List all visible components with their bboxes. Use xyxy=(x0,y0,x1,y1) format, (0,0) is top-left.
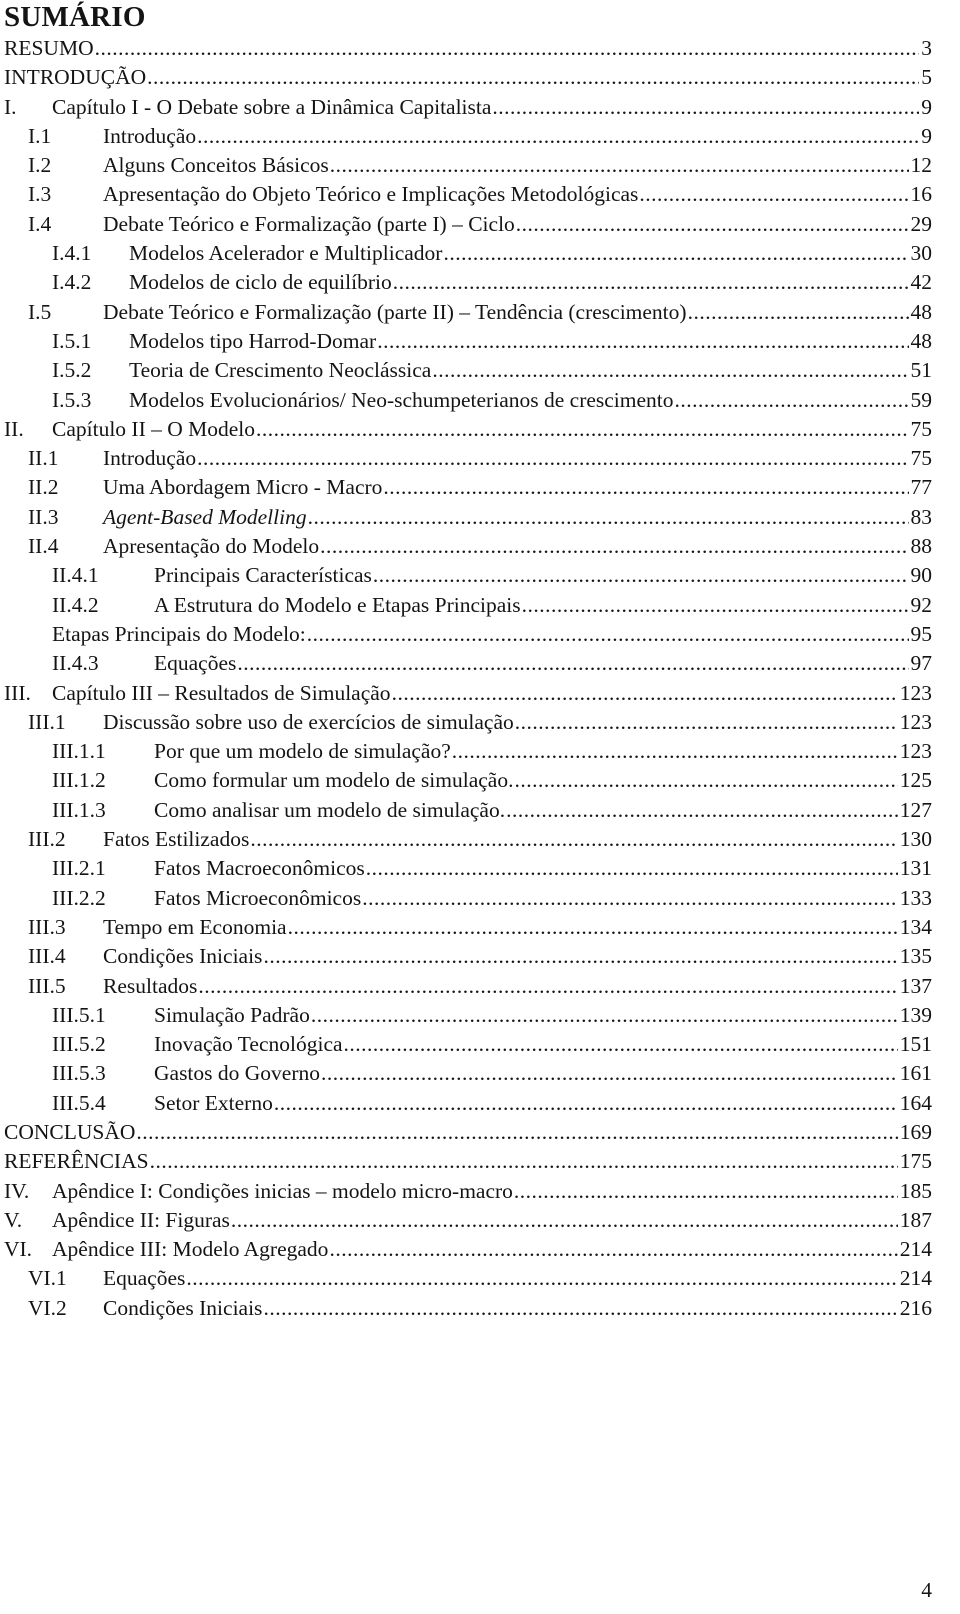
toc-entry-label: Agent-Based Modelling xyxy=(103,504,307,529)
toc-entry-leader xyxy=(675,386,909,415)
toc-entry-leader xyxy=(393,268,909,297)
toc-entry-number: II.4 xyxy=(28,534,59,559)
toc-entry-leader xyxy=(197,444,908,473)
toc-entry-page: 51 xyxy=(910,358,932,383)
toc-entry[interactable] xyxy=(4,415,932,444)
toc-entry-label: Fatos Macroeconômicos xyxy=(154,856,365,881)
toc-entry-page: 92 xyxy=(910,592,932,617)
toc-entry[interactable] xyxy=(4,122,932,151)
toc-entry-leader xyxy=(443,239,908,268)
toc-entry-label: Equações xyxy=(154,651,237,676)
toc-entry-label: Apresentação do Modelo xyxy=(103,534,320,559)
toc-entry-label: Fatos Microeconômicos xyxy=(154,885,362,910)
toc-entry-number: I.3 xyxy=(28,182,52,207)
toc-entry-number: II.4.1 xyxy=(52,563,99,588)
toc-entry-label: Condições Iniciais xyxy=(103,1295,263,1320)
toc-entry-number: III.1.1 xyxy=(52,739,106,764)
toc-entry-page: 135 xyxy=(899,944,932,969)
toc-entry-leader xyxy=(198,972,897,1001)
toc-entry-number: III.1.3 xyxy=(52,797,106,822)
toc-entry-leader xyxy=(250,825,897,854)
toc-entry[interactable] xyxy=(4,591,932,620)
toc-entry-page: 75 xyxy=(910,446,932,471)
toc-entry-page: 131 xyxy=(899,856,932,881)
toc-entry-label: Setor Externo xyxy=(154,1090,273,1115)
toc-entry-number: III.5.3 xyxy=(52,1061,106,1086)
toc-entry[interactable] xyxy=(4,151,932,180)
toc-entry-number: III.2 xyxy=(28,827,66,852)
toc-entry-page: 48 xyxy=(910,299,932,324)
toc-entry[interactable] xyxy=(4,679,932,708)
toc-entry-label: INTRODUÇÃO xyxy=(4,65,147,90)
toc-entry-label: Condições Iniciais xyxy=(103,944,263,969)
toc-entry-leader xyxy=(136,1118,897,1147)
toc-entry-page: 137 xyxy=(899,973,932,998)
toc-entry-number: I. xyxy=(4,94,17,119)
toc-entry-label: Alguns Conceitos Básicos xyxy=(103,153,329,178)
toc-entry-page: 42 xyxy=(910,270,932,295)
toc-entry-label: Apêndice III: Modelo Agregado xyxy=(52,1237,329,1262)
toc-entry[interactable] xyxy=(4,239,932,268)
toc-entry-label: Modelos tipo Harrod-Domar xyxy=(129,328,377,353)
toc-entry-number: I.5.3 xyxy=(52,387,92,412)
toc-entry[interactable] xyxy=(4,180,932,209)
toc-entry-page: 29 xyxy=(910,211,932,236)
toc-entry[interactable] xyxy=(4,356,932,385)
toc-entry-label: Inovação Tecnológica xyxy=(154,1032,343,1057)
toc-entry-page: 134 xyxy=(899,914,932,939)
toc-entry[interactable] xyxy=(4,1294,932,1323)
toc-entry-page: 214 xyxy=(899,1237,932,1262)
toc-entry-leader xyxy=(515,708,898,737)
toc-entry-label: Apêndice I: Condições inicias – modelo micro-macro xyxy=(52,1178,513,1203)
toc-entry-label: Discussão sobre uso de exercícios de simulação xyxy=(103,709,514,734)
toc-entry-leader xyxy=(452,737,898,766)
toc-entry-number: IV. xyxy=(4,1178,30,1203)
toc-entry-label: Introdução xyxy=(103,446,197,471)
toc-entry-number: III.1 xyxy=(28,709,66,734)
toc-entry-number: VI.1 xyxy=(28,1266,67,1291)
toc-entry-label: Debate Teórico e Formalização (parte I) – Ciclo xyxy=(103,211,515,236)
toc-entry-label: Simulação Padrão xyxy=(154,1002,310,1027)
toc-entry-number: I.5.2 xyxy=(52,358,92,383)
toc-entry-label: Modelos Evolucionários/ Neo-schumpeterianos de crescimento xyxy=(129,387,674,412)
toc-entry-label: Gastos do Governo xyxy=(154,1061,321,1086)
toc-entry-leader xyxy=(237,649,908,678)
toc-entry-number: III.2.2 xyxy=(52,885,106,910)
toc-entry-page: 97 xyxy=(910,651,932,676)
toc-entry-label: Capítulo I - O Debate sobre a Dinâmica Capitalista xyxy=(52,94,492,119)
toc-entry-leader xyxy=(330,151,909,180)
toc-entry-page: 75 xyxy=(910,416,932,441)
toc-entry-page: 169 xyxy=(899,1119,932,1144)
toc-entry-leader xyxy=(197,122,919,151)
toc-entry-leader xyxy=(288,913,898,942)
toc-entry-page: 175 xyxy=(899,1149,932,1174)
toc-entry-number: III.5.2 xyxy=(52,1032,106,1057)
toc-entry-page: 77 xyxy=(910,475,932,500)
toc-entry-number: II.4.2 xyxy=(52,592,99,617)
toc-entry[interactable] xyxy=(4,268,932,297)
toc-entry-number: I.4 xyxy=(28,211,52,236)
toc-entry-label: A Estrutura do Modelo e Etapas Principais xyxy=(154,592,521,617)
toc-entry-leader xyxy=(366,854,898,883)
toc-entry-label: Resultados xyxy=(103,973,198,998)
toc-entry-leader xyxy=(308,503,909,532)
toc-entry[interactable] xyxy=(4,796,932,825)
toc-entry-leader xyxy=(263,942,897,971)
toc-entry-leader xyxy=(231,1206,898,1235)
toc-entry-label: Equações xyxy=(103,1266,186,1291)
toc-entry-leader xyxy=(688,298,909,327)
toc-entry-page: 151 xyxy=(899,1032,932,1057)
toc-entry[interactable] xyxy=(4,854,932,883)
toc-entry-page: 123 xyxy=(899,680,932,705)
toc-entry[interactable] xyxy=(4,620,932,649)
toc-entry[interactable] xyxy=(4,1235,932,1264)
toc-entry-number: II.3 xyxy=(28,504,59,529)
toc-entry-leader xyxy=(492,93,919,122)
toc-entry[interactable] xyxy=(4,1089,932,1118)
toc-entry[interactable] xyxy=(4,1264,932,1293)
toc-entry-page: 123 xyxy=(899,709,932,734)
toc-entry-leader xyxy=(320,532,908,561)
toc-entry-number: III.4 xyxy=(28,944,66,969)
toc-entry[interactable] xyxy=(4,63,932,92)
toc-entry[interactable] xyxy=(4,386,932,415)
toc-entry-number: I.1 xyxy=(28,123,52,148)
toc-entry-page: 90 xyxy=(910,563,932,588)
toc-entry-number: VI. xyxy=(4,1237,33,1262)
toc-entry-label: RESUMO xyxy=(4,36,94,60)
toc-entry-leader xyxy=(383,473,908,502)
toc-entry[interactable] xyxy=(4,298,932,327)
toc-entry-leader xyxy=(522,591,909,620)
toc-entry-label: Apêndice II: Figuras xyxy=(52,1207,230,1232)
toc-entry-leader xyxy=(514,1177,898,1206)
toc-entry-leader xyxy=(516,210,909,239)
toc-entry-page: 59 xyxy=(910,387,932,412)
toc-entry-leader xyxy=(344,1030,898,1059)
toc-entry[interactable] xyxy=(4,473,932,502)
toc-entry-leader xyxy=(506,796,898,825)
toc-entry[interactable] xyxy=(4,34,932,63)
toc-entry-page: 83 xyxy=(910,504,932,529)
toc-entry-leader xyxy=(147,63,919,92)
toc-entry-label: REFERÊNCIAS xyxy=(4,1149,149,1174)
toc-entry[interactable] xyxy=(4,503,932,532)
toc-entry-leader xyxy=(373,561,909,590)
toc-entry-page: 3 xyxy=(921,36,932,60)
toc-entry-page: 12 xyxy=(910,153,932,178)
toc-entry-label: Teoria de Crescimento Neoclássica xyxy=(129,358,432,383)
toc-entry-page: 125 xyxy=(899,768,932,793)
toc-entry[interactable] xyxy=(4,884,932,913)
toc-entry-page: 16 xyxy=(910,182,932,207)
toc-entry-page: 133 xyxy=(899,885,932,910)
toc-entry-number: I.5 xyxy=(28,299,52,324)
toc-entry-leader xyxy=(307,620,909,649)
toc-entry-number: III.1.2 xyxy=(52,768,106,793)
toc-entry-page: 187 xyxy=(899,1207,932,1232)
toc-entry[interactable] xyxy=(4,532,932,561)
toc-entry[interactable] xyxy=(4,93,932,122)
toc-entry-page: 127 xyxy=(899,797,932,822)
toc-entry[interactable] xyxy=(4,942,932,971)
toc-entry-number: I.4.1 xyxy=(52,241,92,266)
toc-entry[interactable] xyxy=(4,327,932,356)
toc-entry-number: I.5.1 xyxy=(52,328,92,353)
toc-entry[interactable] xyxy=(4,1001,932,1030)
toc-entry-leader xyxy=(321,1059,898,1088)
toc-entry-label: Principais Características xyxy=(154,563,372,588)
toc-entry[interactable] xyxy=(4,708,932,737)
toc-list xyxy=(4,34,932,1323)
toc-entry-label: Etapas Principais do Modelo: xyxy=(52,621,306,646)
toc-entry-label: Tempo em Economia xyxy=(103,914,287,939)
page-number: 4 xyxy=(921,1578,932,1602)
toc-entry-number: II.2 xyxy=(28,475,59,500)
toc-entry-leader xyxy=(329,1235,897,1264)
toc-entry[interactable] xyxy=(4,1118,932,1147)
toc-title: SUMÁRIO xyxy=(4,1,146,33)
toc-entry-page: 123 xyxy=(899,739,932,764)
toc-entry-leader xyxy=(311,1001,898,1030)
toc-entry-number: III.5.1 xyxy=(52,1002,106,1027)
toc-entry[interactable] xyxy=(4,210,932,239)
toc-entry-label: Modelos de ciclo de equilíbrio xyxy=(129,270,392,295)
toc-entry[interactable] xyxy=(4,1147,932,1176)
toc-entry-leader xyxy=(150,1147,898,1176)
toc-entry-page: 5 xyxy=(921,65,932,90)
toc-entry[interactable] xyxy=(4,1030,932,1059)
toc-entry-page: 214 xyxy=(899,1266,932,1291)
toc-entry-label: Como formular um modelo de simulação. xyxy=(154,768,514,793)
toc-entry-leader xyxy=(95,34,920,63)
toc-entry[interactable] xyxy=(4,825,932,854)
toc-entry[interactable] xyxy=(4,649,932,678)
toc-entry-leader xyxy=(432,356,908,385)
toc-entry[interactable] xyxy=(4,737,932,766)
toc-entry[interactable] xyxy=(4,766,932,795)
toc-entry-leader xyxy=(362,884,898,913)
toc-entry-page: 9 xyxy=(921,123,932,148)
toc-entry-page: 164 xyxy=(899,1090,932,1115)
toc-entry-page: 161 xyxy=(899,1061,932,1086)
toc-entry-leader xyxy=(274,1089,898,1118)
toc-entry-number: I.4.2 xyxy=(52,270,92,295)
toc-entry-page: 30 xyxy=(910,241,932,266)
toc-entry-page: 88 xyxy=(910,534,932,559)
toc-entry-label: CONCLUSÃO xyxy=(4,1119,136,1144)
toc-entry-page: 216 xyxy=(899,1295,932,1320)
toc-entry-label: Capítulo II – O Modelo xyxy=(52,416,256,441)
toc-entry-number: III.5.4 xyxy=(52,1090,106,1115)
toc-entry-number: III.3 xyxy=(28,914,66,939)
toc-entry-page: 139 xyxy=(899,1002,932,1027)
toc-entry-label: Introdução xyxy=(103,123,197,148)
toc-entry-number: I.2 xyxy=(28,153,52,178)
toc-entry[interactable] xyxy=(4,913,932,942)
toc-entry-page: 130 xyxy=(899,827,932,852)
toc-entry-label: Fatos Estilizados xyxy=(103,827,250,852)
toc-entry-leader xyxy=(392,679,898,708)
toc-entry-number: VI.2 xyxy=(28,1295,67,1320)
toc-entry[interactable] xyxy=(4,561,932,590)
toc-entry-label: Capítulo III – Resultados de Simulação xyxy=(52,680,391,705)
toc-entry-page: 48 xyxy=(910,328,932,353)
toc-entry-leader xyxy=(256,415,908,444)
toc-entry[interactable] xyxy=(4,1177,932,1206)
toc-entry-leader xyxy=(639,180,908,209)
toc-entry-number: III.2.1 xyxy=(52,856,106,881)
toc-entry[interactable] xyxy=(4,972,932,1001)
toc-entry-leader xyxy=(186,1264,897,1293)
toc-entry-label: Por que um modelo de simulação? xyxy=(154,739,451,764)
toc-entry-label: Debate Teórico e Formalização (parte II) – Tendência (crescimento) xyxy=(103,299,687,324)
toc-entry-label: Como analisar um modelo de simulação. xyxy=(154,797,506,822)
toc-entry-leader xyxy=(377,327,908,356)
toc-entry-page: 185 xyxy=(899,1178,932,1203)
toc-entry-page: 9 xyxy=(921,94,932,119)
toc-entry-number: V. xyxy=(4,1207,23,1232)
toc-entry-number: II.1 xyxy=(28,446,59,471)
toc-entry-leader xyxy=(514,766,897,795)
toc-entry[interactable] xyxy=(4,1206,932,1235)
toc-entry-page: 95 xyxy=(910,621,932,646)
toc-entry-number: III.5 xyxy=(28,973,66,998)
toc-entry-number: III. xyxy=(4,680,31,705)
toc-entry[interactable] xyxy=(4,444,932,473)
toc-entry-number: II.4.3 xyxy=(52,651,99,676)
toc-entry-label: Uma Abordagem Micro - Macro xyxy=(103,475,383,500)
toc-entry[interactable] xyxy=(4,1059,932,1088)
toc-entry-label: Apresentação do Objeto Teórico e Implicações Metodológicas xyxy=(103,182,639,207)
toc-entry-leader xyxy=(263,1294,897,1323)
toc-entry-number: II. xyxy=(4,416,24,441)
toc-entry-label: Modelos Acelerador e Multiplicador xyxy=(129,241,443,266)
